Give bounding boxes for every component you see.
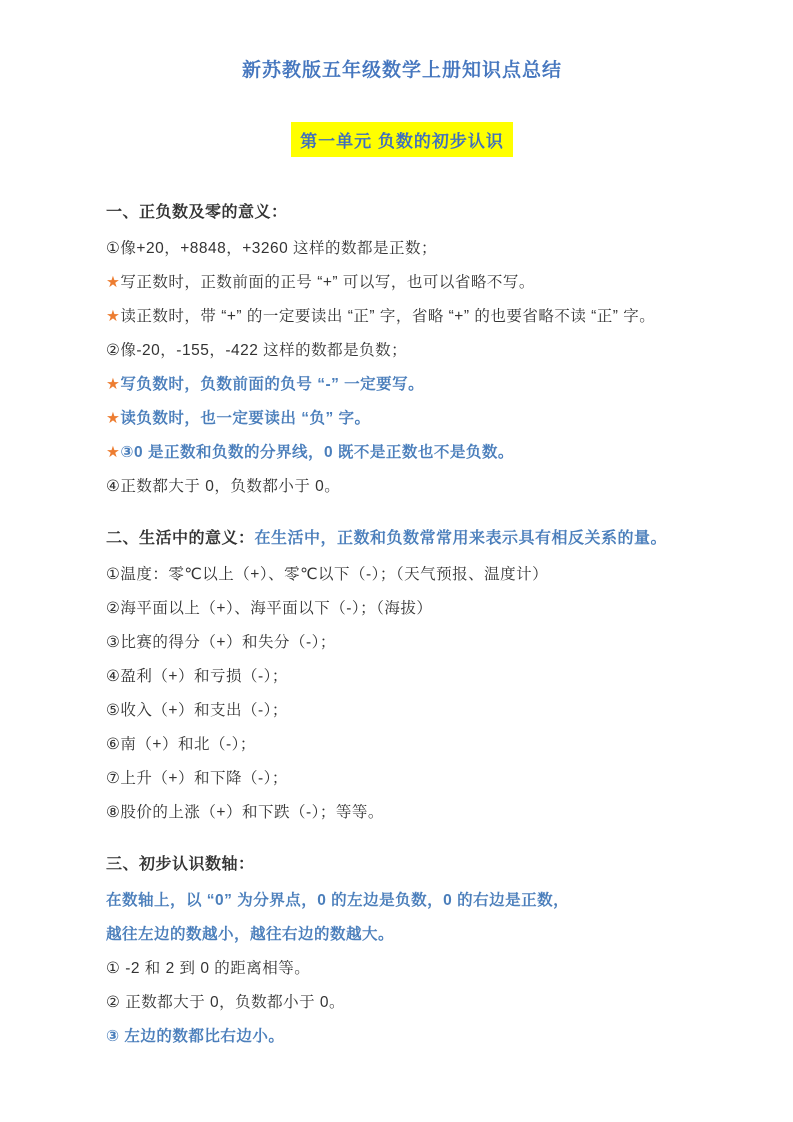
text-line [106,769,698,789]
text-line [106,701,698,721]
document-body [106,203,698,1047]
text-segment: ④正数都大于 0，负数都小于 0。 [106,478,341,495]
text-segment: ① -2 和 2 到 0 的距离相等。 [106,960,311,977]
text-segment: ② 正数都大于 0，负数都小于 0。 [106,994,346,1011]
text-line [106,633,698,653]
document-title: 新苏教版五年级数学上册知识点总结 [241,60,562,81]
text-segment: ②像-20，-155，-422 这样的数都是负数； [106,342,408,359]
text-segment: ②海平面以上（+）、海平面以下（-）；（海拔） [106,600,433,617]
star-icon: ★ [106,376,121,393]
text-segment: 在数轴上，以 “0” 为分界点，0 的左边是负数，0 的右边是正数， [106,892,570,909]
text-segment: ①像+20，+8848，+3260 这样的数都是正数； [106,240,438,257]
text-line [106,239,698,259]
text-segment: ③0 是正数和负数的分界线，0 既不是正数也不是负数。 [120,444,514,461]
text-line [106,599,698,619]
text-line [106,443,698,463]
text-line [106,891,698,911]
text-segment: ⑤收入（+）和支出（-）； [106,702,288,719]
text-line [106,307,698,327]
section [106,529,698,823]
section [106,203,698,497]
text-segment: ⑥南（+）和北（-）； [106,736,256,753]
text-line [106,735,698,755]
text-segment: ①温度：零℃以上（+）、零℃以下（-）；（天气预报、温度计） [106,566,549,583]
text-line [106,667,698,687]
text-segment: 写正数时，正数前面的正号 “+” 可以写，也可以省略不写。 [120,274,535,291]
text-segment: 读正数时，带 “+” 的一定要读出 “正” 字，省略 “+” 的也要省略不读 “正” 字。 [120,308,656,325]
text-line [106,375,698,395]
section-heading-text: 二、生活中的意义： [106,530,255,547]
star-icon: ★ [106,444,121,461]
star-icon: ★ [106,410,121,427]
text-line [106,1027,698,1047]
text-segment: 读负数时，也一定要读出 “负” 字。 [120,410,371,427]
section-heading-text: 一、正负数及零的意义： [106,204,288,221]
text-segment: ③比赛的得分（+）和失分（-）； [106,634,336,651]
star-icon: ★ [106,308,121,325]
text-line [106,925,698,945]
unit-heading-highlight: 第一单元 负数的初步认识 [291,122,513,157]
text-segment: ③ 左边的数都比右边小。 [106,1028,285,1045]
text-line [106,959,698,979]
star-icon: ★ [106,274,121,291]
text-segment: ⑧股价的上涨（+）和下跌（-）；等等。 [106,804,384,821]
text-segment: ④盈利（+）和亏损（-）； [106,668,288,685]
text-line [106,565,698,585]
text-line [106,273,698,293]
section-heading-text: 三、初步认识数轴： [106,856,255,873]
text-line [106,341,698,361]
section-heading [106,203,698,223]
text-segment: 写负数时，负数前面的负号 “-” 一定要写。 [120,376,425,393]
text-line [106,993,698,1013]
unit-heading-row [106,122,698,157]
text-line [106,803,698,823]
text-segment: 越往左边的数越小，越往右边的数越大。 [106,926,395,943]
text-line [106,477,698,497]
section-heading [106,529,698,549]
section-heading [106,855,698,875]
section-heading-inline-note: 在生活中，正数和负数常常用来表示具有相反关系的量。 [254,530,668,547]
section [106,855,698,1047]
text-segment: ⑦上升（+）和下降（-）； [106,770,288,787]
text-line [106,409,698,429]
